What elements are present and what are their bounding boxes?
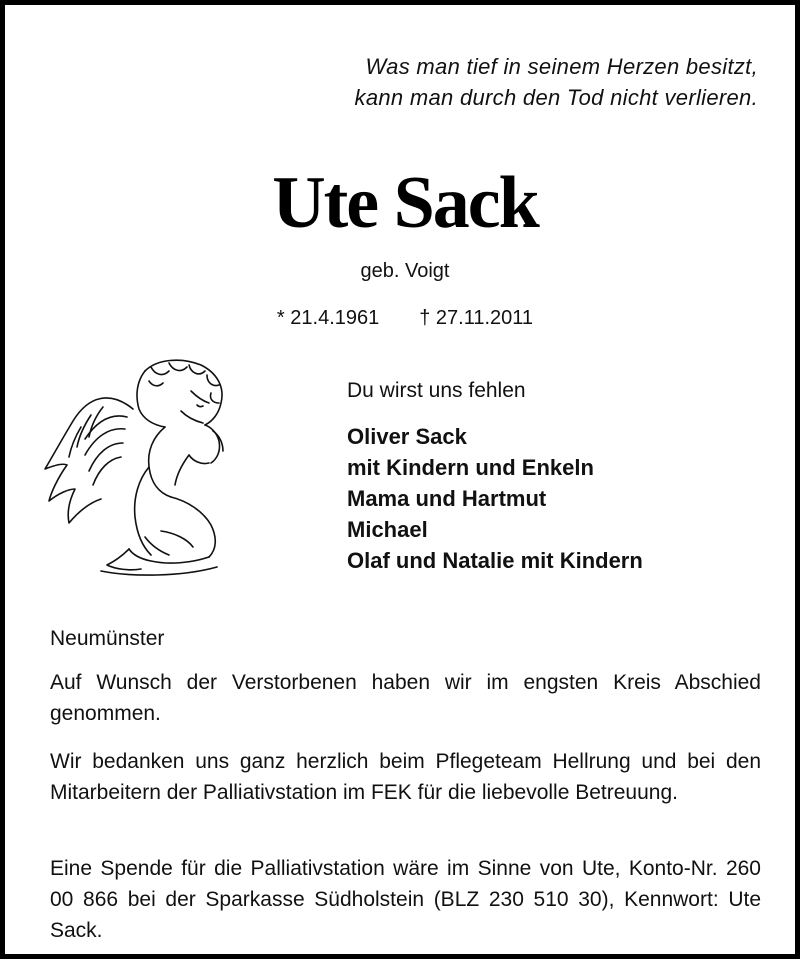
praying-angel-icon [41, 351, 241, 583]
place-name: Neumünster [50, 627, 165, 650]
maiden-name: geb. Voigt [360, 260, 450, 282]
donation-paragraph: Eine Spende für die Palliativstation wäre im Sinne von Ute, Konto-Nr. 260 00 866 bei der Sparkasse Südholstein (BLZ 230 510 30), Kennwort: Ute Sack. [50, 857, 761, 942]
mourning-intro: Du wirst uns fehlen [347, 379, 526, 402]
mourner-name: Mama und Hartmut [347, 486, 547, 511]
death-date: † 27.11.2011 [419, 307, 534, 329]
quote-line-2: kann man durch den Tod nicht verlieren. [354, 85, 758, 110]
life-dates [5, 305, 800, 331]
birth-date: * 21.4.1961 [276, 307, 380, 329]
mourners-list [347, 421, 643, 576]
deceased-name: Ute Sack [272, 162, 538, 244]
mourner-name: Olaf und Natalie mit Kindern [347, 548, 643, 573]
mourner-name: Michael [347, 517, 428, 542]
quote-line-1: Was man tief in seinem Herzen besitzt, [365, 54, 758, 79]
thanks-paragraph: Wir bedanken uns ganz herzlich beim Pflegeteam Hellrung und bei den Mitarbeitern der Palliativstation im FEK für die liebevolle Betreuung. [50, 750, 761, 804]
farewell-paragraph: Auf Wunsch der Verstorbenen haben wir im engsten Kreis Abschied genommen. [50, 671, 761, 725]
mourner-name: Oliver Sack [347, 424, 467, 449]
mourner-name: mit Kindern und Enkeln [347, 455, 594, 480]
quote [255, 51, 758, 113]
